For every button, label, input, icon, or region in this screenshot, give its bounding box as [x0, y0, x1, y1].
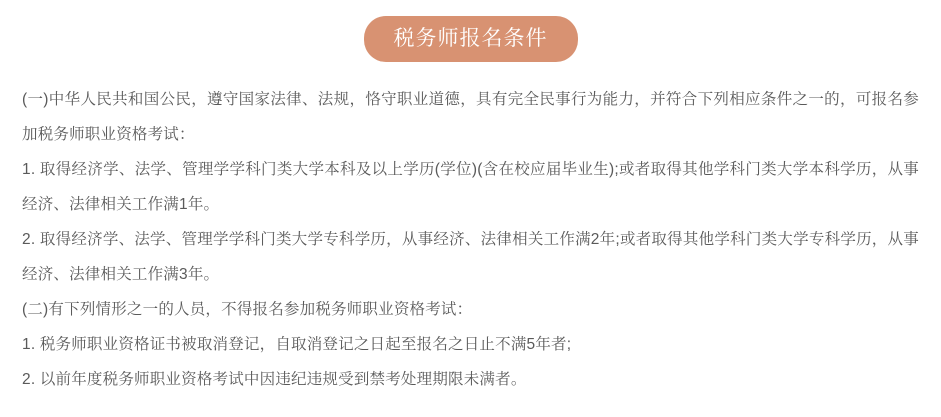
paragraph: (一)中华人民共和国公民，遵守国家法律、法规，恪守职业道德，具有完全民事行为能力，并符合下列相应条件之一的，可报名参加税务师职业资格考试： [22, 91, 919, 143]
paragraph: 2. 以前年度税务师职业资格考试中因违纪违规受到禁考处理期限未满者。 [22, 371, 527, 388]
paragraph: (二)有下列情形之一的人员，不得报名参加税务师职业资格考试： [22, 301, 473, 318]
paragraph: 1. 取得经济学、法学、管理学学科门类大学本科及以上学历(学位)(含在校应届毕业生);或者取得其他学科门类大学本科学历，从事经济、法律相关工作满1年。 [22, 161, 919, 213]
paragraph: 2. 取得经济学、法学、管理学学科门类大学专科学历，从事经济、法律相关工作满2年;或者取得其他学科门类大学专科学历，从事经济、法律相关工作满3年。 [22, 231, 919, 283]
paragraph: 1. 税务师职业资格证书被取消登记，自取消登记之日起至报名之日止不满5年者; [22, 336, 572, 353]
page-title: 税务师报名条件 [364, 16, 578, 62]
title-container [0, 0, 941, 62]
document-body [0, 62, 941, 397]
